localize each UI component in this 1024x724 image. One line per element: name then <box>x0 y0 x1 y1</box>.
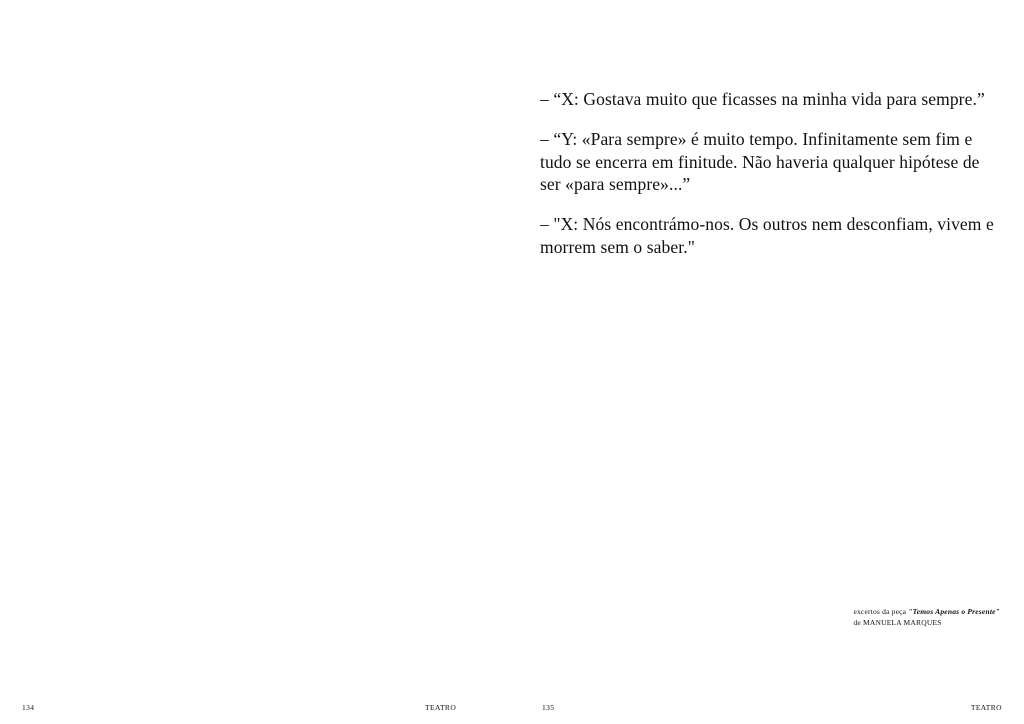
page-number-right: 135 <box>542 703 555 712</box>
excerpt-paragraph-2: – “Y: «Para sempre» é muito tempo. Infinitamente sem fim e tudo se encerra em finitude. Não haveria qualquer hipótese de ser «para sempre»...” <box>540 128 980 195</box>
excerpt-paragraph-1: – “X: Gostava muito que ficasses na minha vida para sempre.” <box>540 89 985 109</box>
running-head-right: TEATRO <box>970 703 1002 712</box>
running-head-left: TEATRO <box>425 703 457 712</box>
attribution-lead-text: excertos da peça <box>853 607 909 617</box>
excerpt-text-block <box>540 88 1000 259</box>
attribution-block <box>853 607 1000 629</box>
attribution-author: de MANUELA MARQUES <box>853 618 942 628</box>
attribution-work-title: "Temos Apenas o Presente" <box>908 607 1000 617</box>
excerpt-paragraph-3: – "X: Nós encontrámo-nos. Os outros nem desconfiam, vivem e morrem sem o saber." <box>540 214 994 257</box>
page-right <box>512 0 1024 724</box>
attribution-source-line <box>853 607 1000 618</box>
page-number-left: 134 <box>22 703 35 712</box>
